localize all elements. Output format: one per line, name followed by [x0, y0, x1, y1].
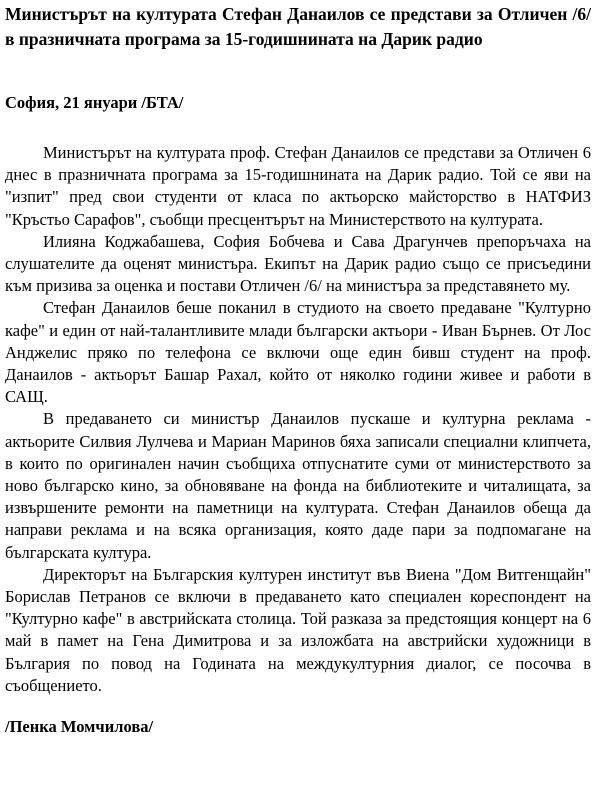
article-dateline: София, 21 януари /БТА/ — [5, 93, 184, 112]
article-paragraph: В предаването си министър Данаилов пускаше и културна реклама - актьорите Силвия Лулчева и Мариан Маринов бяха записали специални клипчета, в които по оригинален начин съобщиха отпуснатите суми от министерството за ново българско кино, за обновяване на фонда на библиотеките и читалищата, за извършените ремонти на паметници на културата. Стефан Данаилов обеща да направи реклама и на всяка организация, която даде пари за подпомагане на българската култура. — [5, 409, 591, 562]
article-paragraph: Директорът на Българския културен институт във Виена "Дом Витгенщайн" Борислав Петранов се включи в предаването като специален кореспондент на "Културно кафе" в австрийската столица. Той разказа за предстоящия концерт на 6 май в памет на Гена Димитрова и за изложбата на австрийски художници в България по повод на Годината на междукултурния диалог, се посочва в съобщението. — [5, 564, 591, 695]
article-paragraph: Стефан Данаилов беше поканил в студиото на своето предаване "Културно кафе" и един от най-талантливите млади български актьори - Иван Бърнев. От Лос Анджелис пряко по телефона се включи още един бивш студент на проф. Данаилов - актьорът Башар Рахал, който от няколко години живее и работи в САЩ. — [5, 298, 591, 407]
article-title: Министърът на културата Стефан Данаилов се представи за Отличен /6/ в празничната програма за 15-годишнината на Дарик радио — [5, 4, 591, 49]
article-paragraph: Илияна Коджабашева, София Бобчева и Сава Драгунчев препоръчаха на слушателите да оценят министъра. Екипът на Дарик радио също се присъедини към призива за оценка и постави Отличен /6/ на министъра за представянето му. — [5, 231, 591, 296]
article-body — [5, 142, 591, 697]
article-signature: /Пенка Момчилова/ — [5, 717, 154, 737]
article-paragraph: Министърът на културата проф. Стефан Данаилов се представи за Отличен 6 днес в празничната програма за 15-годишнината на Дарик радио. Той се яви на "изпит" пред свои студенти от класа по актьорско майсторство в НАТФИЗ "Кръстьо Сарафов", съобщи пресцентърът на Министерството на културата. — [5, 143, 591, 229]
